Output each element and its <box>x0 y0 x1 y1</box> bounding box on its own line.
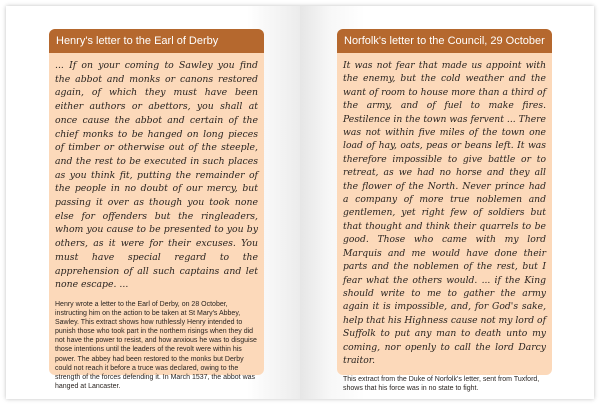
letter-commentary: Henry wrote a letter to the Earl of Derby, on 28 October, instructing him on the action to be taken at St Mary's Abbey, Sawley. This extract shows how ruthlessly Henry intended to punish those who took part in the northern risings when they did not have the power to resist, and how anxious he was to disguise those intentions until the leaders of the revolt were within his power. The abbey had been restored to the monks but Derby could not reach it before a truce was declared, owing to the strength of the forces defending it. In March 1537, the abbot was hanged at Lancaster. <box>55 300 257 390</box>
book-spread <box>6 6 594 399</box>
letter-commentary: This extract from the Duke of Norfolk's letter, sent from Tuxford, shows that his force was in no state to fight. <box>343 376 540 393</box>
left-page <box>6 6 300 399</box>
letter-quote: It was not fear that made us appoint with the enemy, but the cold weather and the want of room to house more than a third of the army, and of fuel to make fires. Pestilence in the town was fervent ... There was not within five miles of the town one load of hay, oats, peas or beans left. It was therefore impossible to give battle or to retreat, as we had no horse and they all the flower of the North. Never prince had a company of more true noblemen and gentlemen, yet right few of soldiers but that thought and think their quarrels to be good. Those who came with my lord Marquis and me would have done their parts and the noblemen of the rest, but I fear what the others would. ... if the King should write to me to gather the army again it is impossible, and, for God's sake, help that his Highness cause not my lord of Suffolk to put any man to death unto my coming, nor openly to call the lord Darcy traitor. <box>343 60 546 366</box>
norfolk-letter-card <box>337 29 552 393</box>
henry-letter-card <box>49 29 264 390</box>
card-title: Henry's letter to the Earl of Derby <box>49 29 264 53</box>
card-title: Norfolk's letter to the Council, 29 October <box>337 29 552 53</box>
right-page <box>300 6 594 399</box>
letter-quote: ... If on your coming to Sawley you find the abbot and monks or canons restored again, of which they must have been either authors or abettors, you shall at once cause the abbot and certain of the chief monks to be hanged on long pieces of timber or otherwise out of the steeple, and the rest to be executed in such places as you think fit, putting the remainder of the people in no doubt of our mercy, but passing it over as though you took none else for offenders but the ringleaders, whom you cause to be presented to you by others, as it were for their excuses. You must have special regard to the apprehension of all such captains and let none escape. ... <box>55 60 258 291</box>
